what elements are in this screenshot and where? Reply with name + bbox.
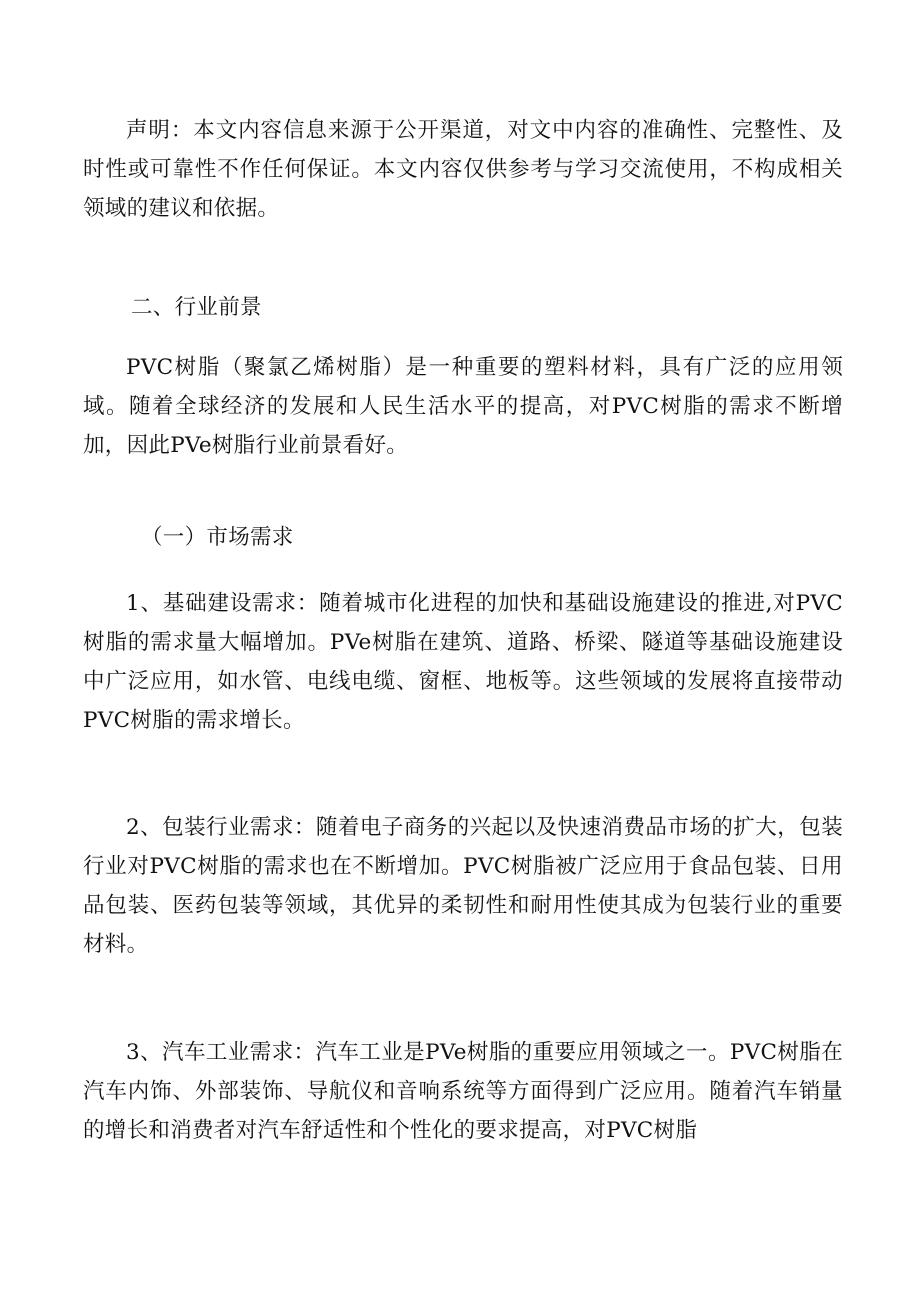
item-paragraph-packaging: 2、包装行业需求：随着电子商务的兴起以及快速消费品市场的扩大，包装行业对PVC树脂的需求也在不断增加。PVC树脂被广泛应用于食品包装、日用品包装、医药包装等领域，其优异的柔韧性和耐用性使其成为包装行业的重要材料。 [83,815,843,957]
intro-paragraph: PVC树脂（聚氯乙烯树脂）是一种重要的塑料材料，具有广泛的应用领域。随着全球经济的发展和人民生活水平的提高，对PVC树脂的需求不断增加，因此PVe树脂行业前景看好。 [83,355,843,458]
subsection-heading: （一）市场需求 [141,525,294,550]
section-heading: 二、行业前景 [131,295,262,320]
disclaimer-paragraph: 声明：本文内容信息来源于公开渠道，对文中内容的准确性、完整性、及时性或可靠性不作任何保证。本文内容仅供参考与学习交流使用，不构成相关领域的建议和依据。 [83,118,843,221]
item-paragraph-automotive: 3、汽车工业需求：汽车工业是PVe树脂的重要应用领域之一。PVC树脂在汽车内饰、外部装饰、导航仪和音响系统等方面得到广泛应用。随着汽车销量的增长和消费者对汽车舒适性和个性化的要求提高，对PVC树脂 [83,1040,843,1143]
item-paragraph-infrastructure: 1、基础建设需求：随着城市化进程的加快和基础设施建设的推进,对PVC树脂的需求量大幅增加。PVe树脂在建筑、道路、桥梁、隧道等基础设施建设中广泛应用，如水管、电线电缆、窗框、地板等。这些领域的发展将直接带动PVC树脂的需求增长。 [83,591,843,733]
